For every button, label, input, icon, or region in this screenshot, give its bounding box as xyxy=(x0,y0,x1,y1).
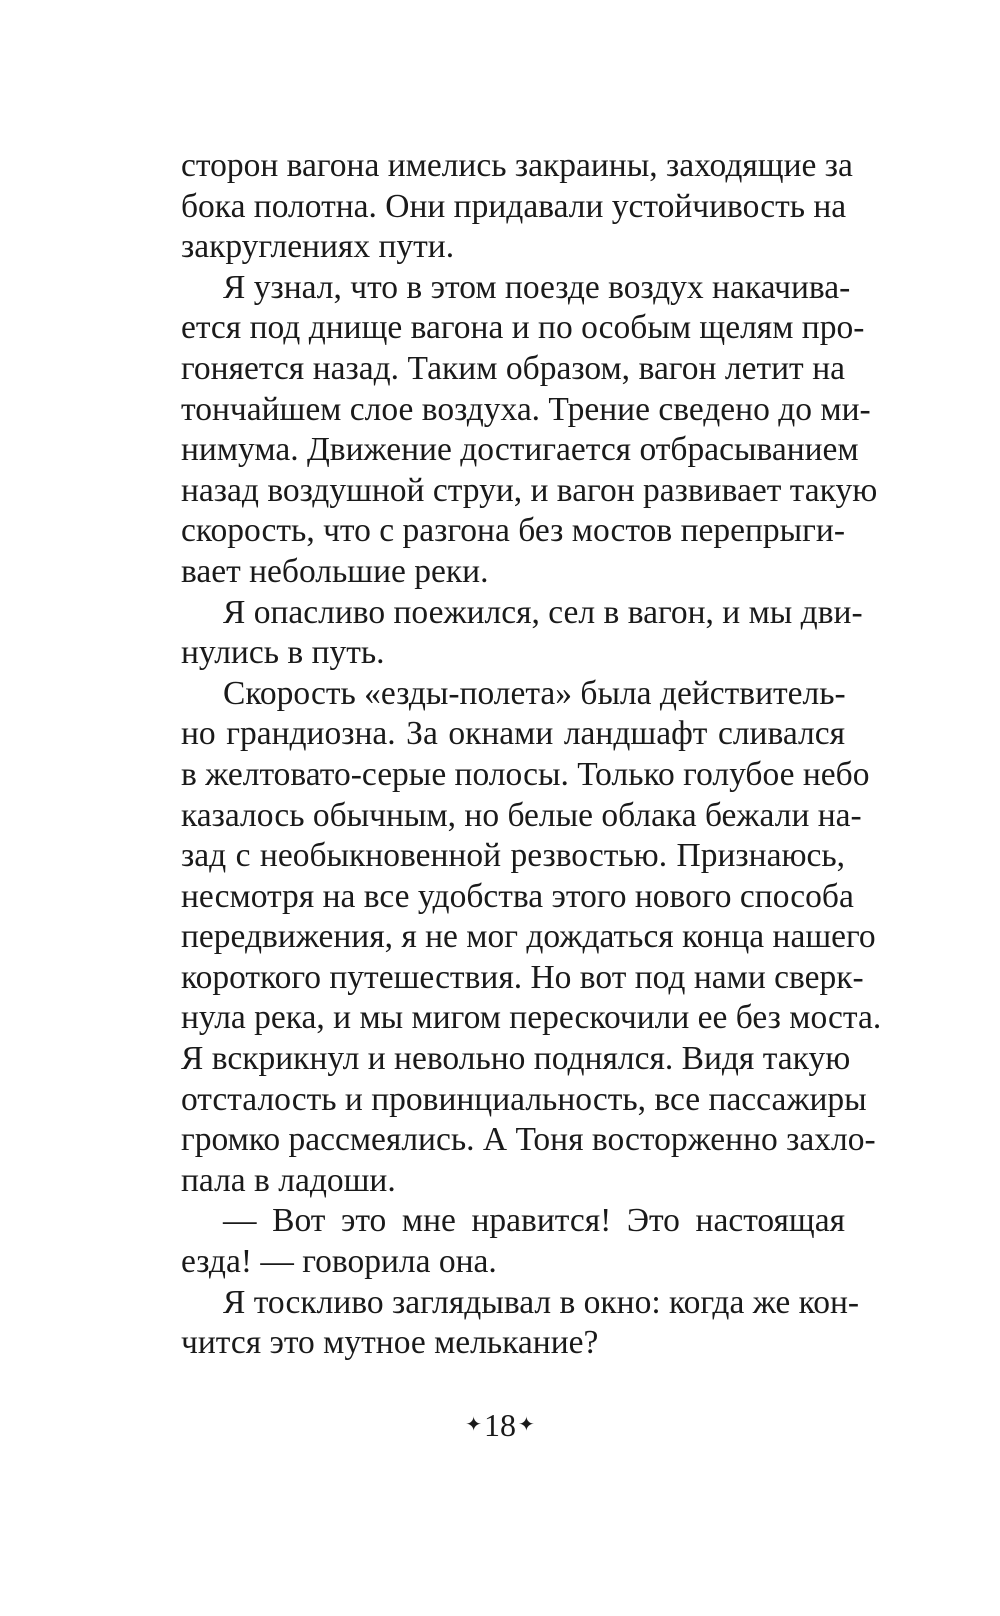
text-line: нимума. Движение достигается отбрасыванием xyxy=(181,431,859,469)
text-line: гоняется назад. Таким образом, вагон летит на xyxy=(181,349,845,387)
text-line: — Вот это мне нравится! Это настоящая xyxy=(223,1202,845,1240)
page-number xyxy=(0,1405,1000,1445)
paragraph xyxy=(181,1201,845,1282)
text-line: езда! — говорила она. xyxy=(181,1243,497,1281)
text-line: в желтовато-серые полосы. Только голубое небо xyxy=(181,755,870,793)
paragraph xyxy=(181,674,882,1202)
ornament-right-icon: ✦ xyxy=(518,1414,535,1436)
paragraph xyxy=(181,593,863,674)
text-line: громко рассмеялись. А Тоня восторженно захло- xyxy=(181,1121,876,1159)
text-line: казалось обычным, но белые облака бежали на- xyxy=(181,796,862,834)
text-line: скорость, что с разгона без мостов перепрыги- xyxy=(181,512,845,550)
text-line: нулись в путь. xyxy=(181,634,385,672)
page-number-value: 18 xyxy=(484,1407,516,1443)
text-line: но грандиозна. За окнами ландшафт сливался xyxy=(181,715,845,753)
text-line: несмотря на все удобства этого нового способа xyxy=(181,877,854,915)
text-line: нула река, и мы мигом перескочили ее без моста. xyxy=(181,999,882,1037)
text-line: Скорость «езды-полета» была действитель- xyxy=(223,674,846,712)
text-line: назад воздушной струи, и вагон развивает такую xyxy=(181,471,878,509)
text-line: ется под днище вагона и по особым щелям про- xyxy=(181,309,865,347)
text-line: сторон вагона имелись закраины, заходящие за xyxy=(181,147,853,184)
paragraph xyxy=(181,1283,860,1364)
text-line: Я опасливо поежился, сел в вагон, и мы дви- xyxy=(223,593,863,631)
text-line: зад с необыкновенной резвостью. Признаюсь, xyxy=(181,837,845,875)
text-line: бока полотна. Они придавали устойчивость на xyxy=(181,187,847,225)
text-line: чится это мутное мелькание? xyxy=(181,1324,599,1362)
paragraph xyxy=(181,146,853,268)
body-text xyxy=(181,146,882,1364)
text-line: пала в ладоши. xyxy=(181,1161,396,1199)
text-line: Я узнал, что в этом поезде воздух накачива- xyxy=(223,268,851,306)
text-line: короткого путешествия. Но вот под нами сверк- xyxy=(181,958,864,996)
ornament-left-icon: ✦ xyxy=(465,1414,482,1436)
text-line: вает небольшие реки. xyxy=(181,552,489,590)
text-line: закруглениях пути. xyxy=(181,228,455,266)
text-line: отсталость и провинциальность, все пассажиры xyxy=(181,1080,867,1118)
text-line: передвижения, я не мог дождаться конца нашего xyxy=(181,918,876,956)
text-line: Я вскрикнул и невольно поднялся. Видя такую xyxy=(181,1040,851,1078)
text-line: тончайшем слое воздуха. Трение сведено до ми- xyxy=(181,390,871,428)
text-line: Я тоскливо заглядывал в окно: когда же кон- xyxy=(223,1283,860,1321)
paragraph xyxy=(181,268,878,593)
